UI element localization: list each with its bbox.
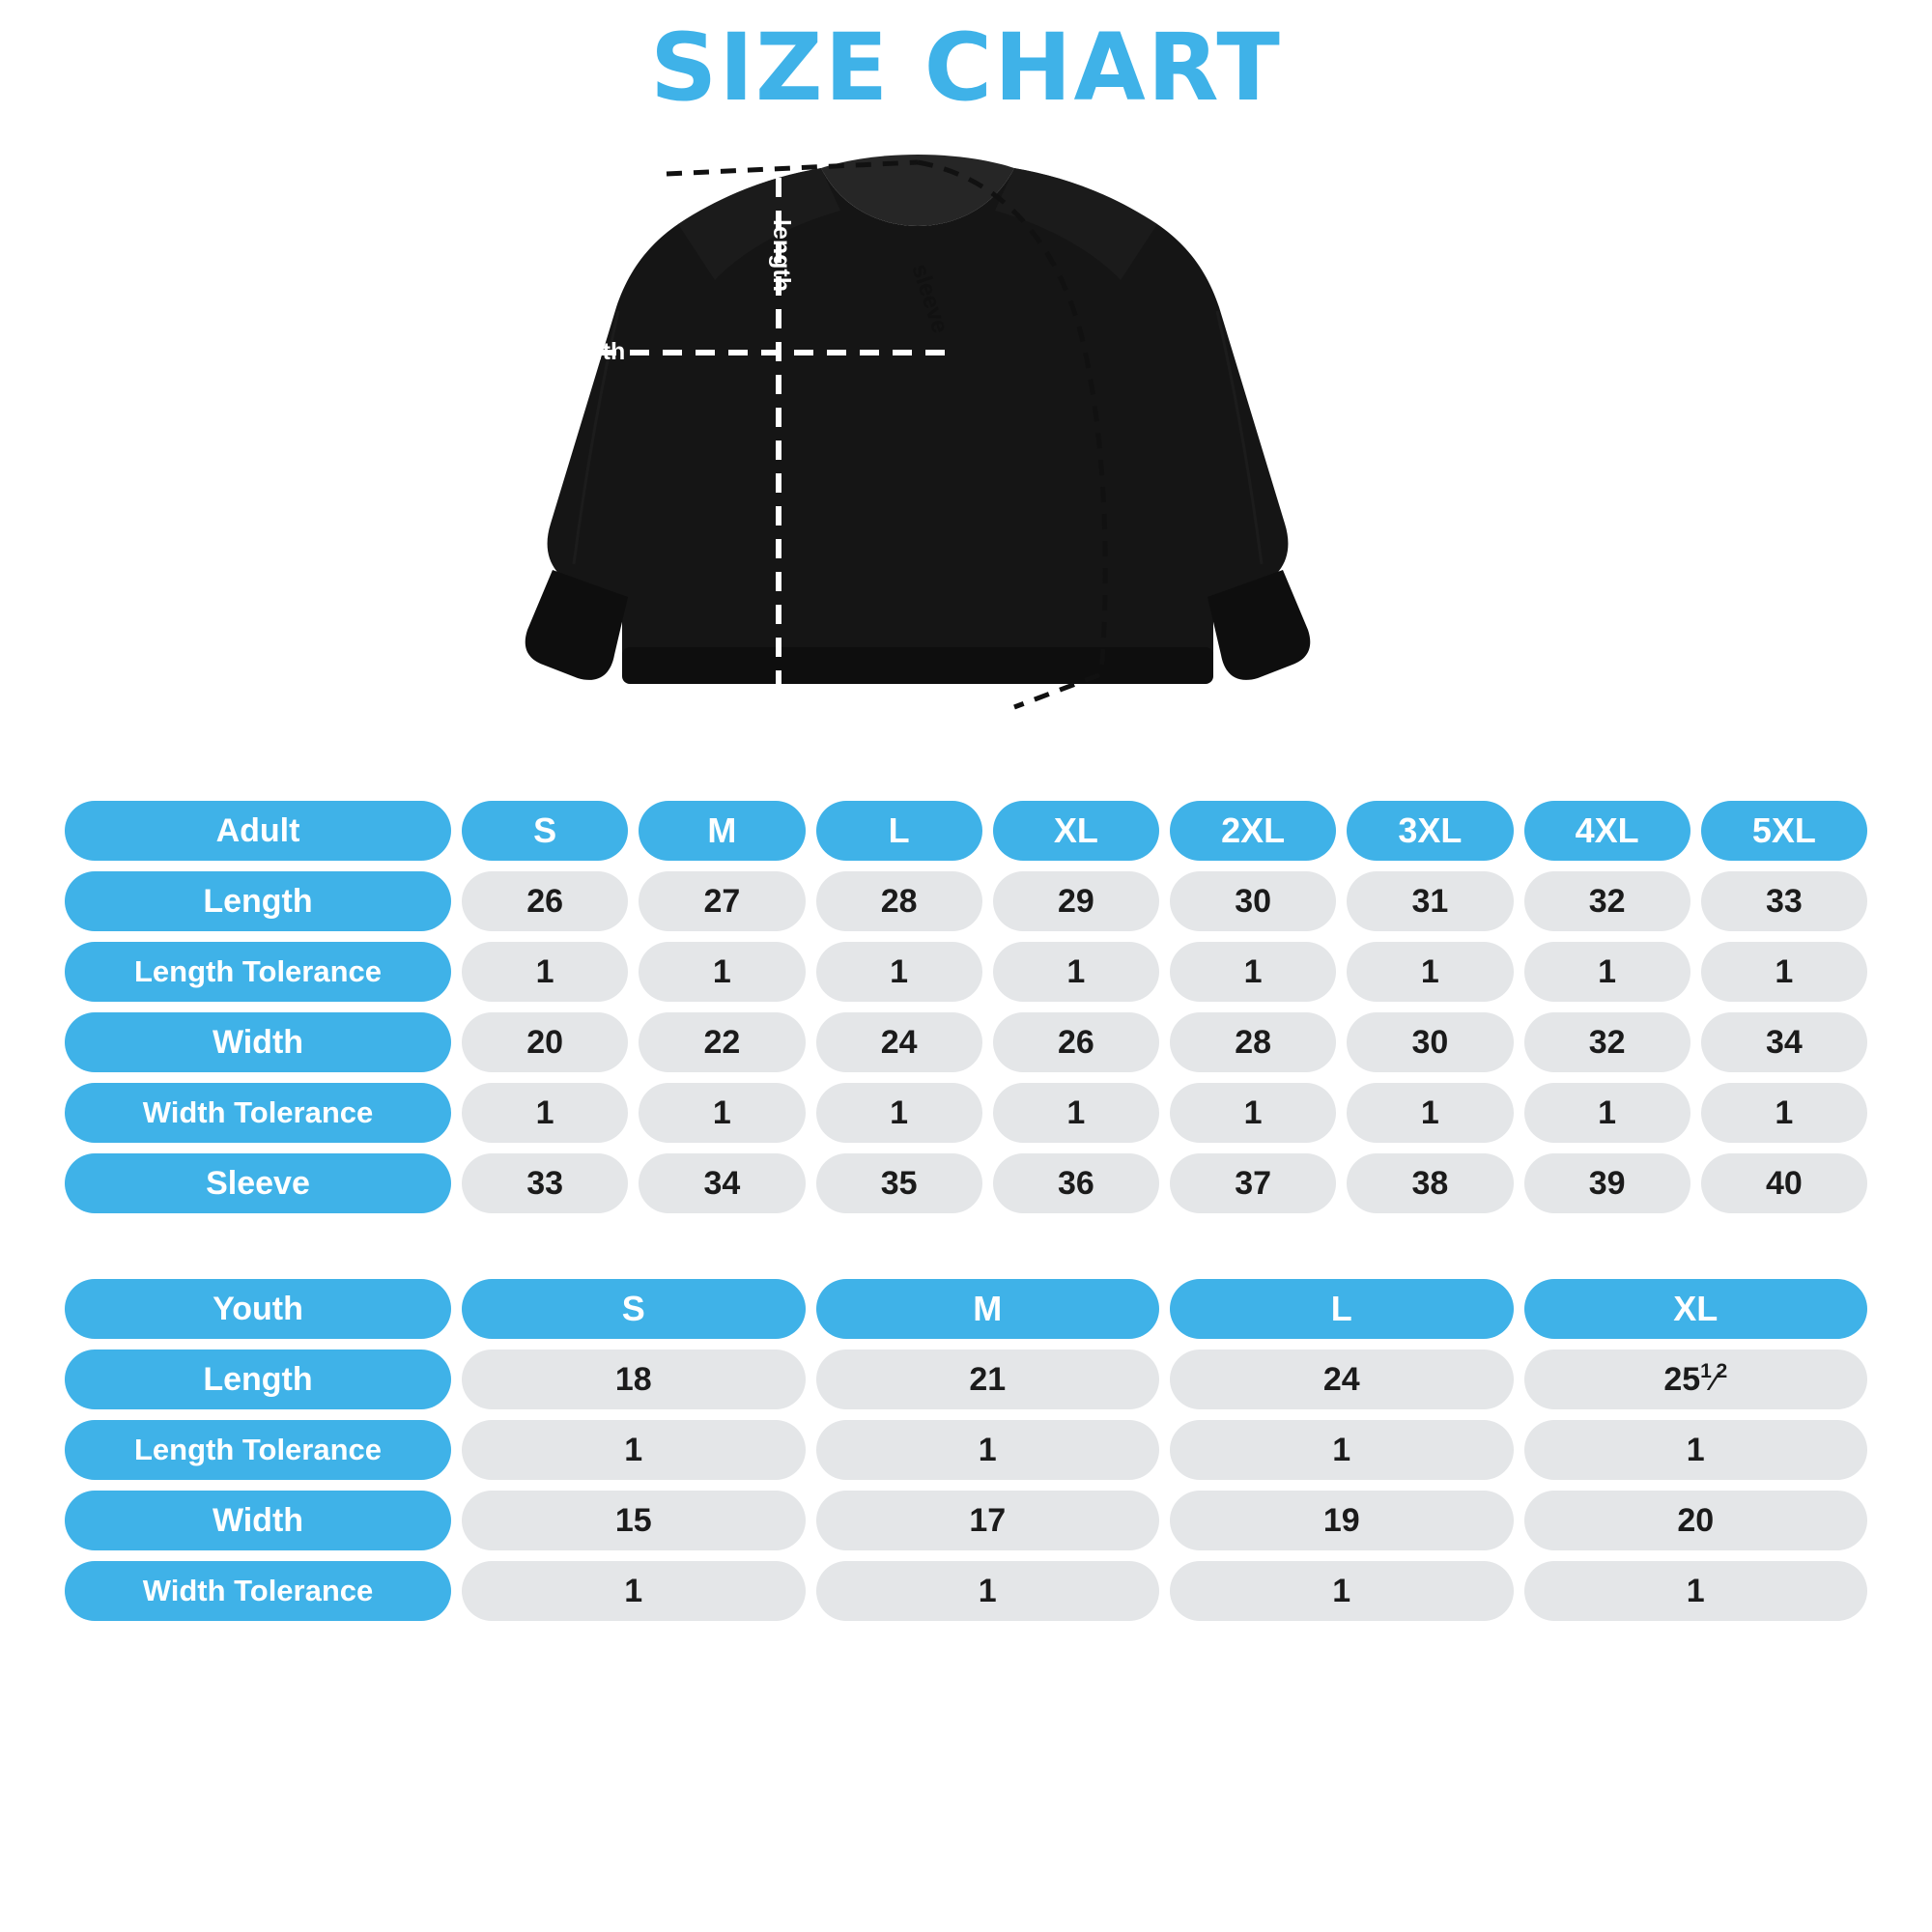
adult-header-label: Adult (65, 801, 451, 861)
youth-width-m: 17 (816, 1491, 1160, 1550)
adult-sleeve-4xl: 39 (1524, 1153, 1690, 1213)
adult-length-l: 28 (816, 871, 982, 931)
adult-length-tol-2xl: 1 (1170, 942, 1336, 1002)
length-label: length (768, 219, 795, 292)
youth-header-label: Youth (65, 1279, 451, 1339)
adult-col-4xl: 4XL (1524, 801, 1690, 861)
table-row (65, 942, 1867, 1002)
adult-row-width-label: Width (65, 1012, 451, 1072)
adult-sleeve-2xl: 37 (1170, 1153, 1336, 1213)
youth-width-tol-xl: 1 (1524, 1561, 1868, 1621)
adult-width-tol-3xl: 1 (1347, 1083, 1513, 1143)
adult-col-5xl: 5XL (1701, 801, 1867, 861)
adult-sleeve-3xl: 38 (1347, 1153, 1513, 1213)
table-row (65, 1153, 1867, 1213)
youth-length-tol-xl: 1 (1524, 1420, 1868, 1480)
table-row (65, 1083, 1867, 1143)
youth-col-l: L (1170, 1279, 1514, 1339)
table-row (65, 1491, 1867, 1550)
table-row (65, 871, 1867, 931)
adult-sleeve-5xl: 40 (1701, 1153, 1867, 1213)
adult-width-l: 24 (816, 1012, 982, 1072)
adult-sleeve-xl: 36 (993, 1153, 1159, 1213)
adult-col-s: S (462, 801, 628, 861)
youth-col-m: M (816, 1279, 1160, 1339)
youth-length-s: 18 (462, 1350, 806, 1409)
youth-size-table (54, 1268, 1878, 1632)
table-row (65, 1350, 1867, 1409)
adult-size-table (54, 790, 1878, 1224)
page-title: SIZE CHART (650, 14, 1282, 122)
adult-length-tol-4xl: 1 (1524, 942, 1690, 1002)
adult-length-tol-l: 1 (816, 942, 982, 1002)
adult-width-5xl: 34 (1701, 1012, 1867, 1072)
adult-width-xl: 26 (993, 1012, 1159, 1072)
adult-row-length-tolerance-label: Length Tolerance (65, 942, 451, 1002)
adult-width-tol-m: 1 (639, 1083, 805, 1143)
youth-length-l: 24 (1170, 1350, 1514, 1409)
sweatshirt-graphic (338, 118, 1594, 755)
adult-length-tol-m: 1 (639, 942, 805, 1002)
adult-width-2xl: 28 (1170, 1012, 1336, 1072)
sleeve-label: sleeve (906, 261, 953, 337)
adult-width-4xl: 32 (1524, 1012, 1690, 1072)
youth-width-tol-m: 1 (816, 1561, 1160, 1621)
youth-length-m: 21 (816, 1350, 1160, 1409)
adult-length-2xl: 30 (1170, 871, 1336, 931)
adult-width-tol-4xl: 1 (1524, 1083, 1690, 1143)
adult-length-tol-5xl: 1 (1701, 942, 1867, 1002)
adult-col-m: M (639, 801, 805, 861)
table-row (65, 1279, 1867, 1339)
width-label: width (562, 338, 626, 365)
adult-width-3xl: 30 (1347, 1012, 1513, 1072)
adult-width-tol-2xl: 1 (1170, 1083, 1336, 1143)
adult-row-width-tolerance-label: Width Tolerance (65, 1083, 451, 1143)
adult-length-s: 26 (462, 871, 628, 931)
youth-col-s: S (462, 1279, 806, 1339)
table-row (65, 1420, 1867, 1480)
garment-illustration (338, 118, 1594, 784)
youth-row-width-tolerance-label: Width Tolerance (65, 1561, 451, 1621)
adult-length-xl: 29 (993, 871, 1159, 931)
adult-sleeve-l: 35 (816, 1153, 982, 1213)
adult-col-xl: XL (993, 801, 1159, 861)
youth-width-tol-l: 1 (1170, 1561, 1514, 1621)
youth-width-s: 15 (462, 1491, 806, 1550)
youth-width-xl: 20 (1524, 1491, 1868, 1550)
adult-row-sleeve-label: Sleeve (65, 1153, 451, 1213)
adult-length-tol-s: 1 (462, 942, 628, 1002)
adult-width-tol-5xl: 1 (1701, 1083, 1867, 1143)
adult-width-s: 20 (462, 1012, 628, 1072)
adult-width-tol-l: 1 (816, 1083, 982, 1143)
youth-length-tol-m: 1 (816, 1420, 1160, 1480)
youth-length-xl: $25^1⁄^2$ (1524, 1350, 1868, 1409)
adult-length-3xl: 31 (1347, 871, 1513, 931)
table-row (65, 801, 1867, 861)
adult-length-m: 27 (639, 871, 805, 931)
adult-width-m: 22 (639, 1012, 805, 1072)
youth-length-tol-l: 1 (1170, 1420, 1514, 1480)
adult-length-5xl: 33 (1701, 871, 1867, 931)
youth-row-width-label: Width (65, 1491, 451, 1550)
adult-sleeve-m: 34 (639, 1153, 805, 1213)
youth-length-tol-s: 1 (462, 1420, 806, 1480)
adult-width-tol-s: 1 (462, 1083, 628, 1143)
table-row (65, 1561, 1867, 1621)
table-row (65, 1012, 1867, 1072)
adult-sleeve-s: 33 (462, 1153, 628, 1213)
adult-row-length-label: Length (65, 871, 451, 931)
adult-col-2xl: 2XL (1170, 801, 1336, 861)
youth-row-length-tolerance-label: Length Tolerance (65, 1420, 451, 1480)
youth-width-tol-s: 1 (462, 1561, 806, 1621)
adult-length-tol-xl: 1 (993, 942, 1159, 1002)
adult-length-4xl: 32 (1524, 871, 1690, 931)
adult-col-3xl: 3XL (1347, 801, 1513, 861)
adult-length-tol-3xl: 1 (1347, 942, 1513, 1002)
adult-width-tol-xl: 1 (993, 1083, 1159, 1143)
youth-col-xl: XL (1524, 1279, 1868, 1339)
youth-row-length-label: Length (65, 1350, 451, 1409)
youth-width-l: 19 (1170, 1491, 1514, 1550)
adult-col-l: L (816, 801, 982, 861)
